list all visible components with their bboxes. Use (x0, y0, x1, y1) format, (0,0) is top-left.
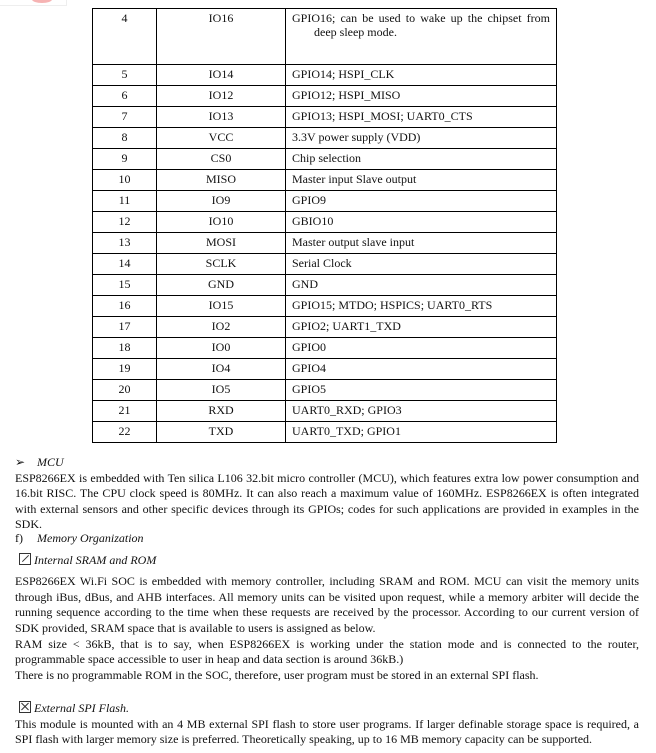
memory-section (15, 531, 639, 683)
pin-name-cell: CS0 (157, 149, 286, 170)
pin-function-cell: Serial Clock (286, 254, 557, 275)
pin-row (93, 380, 557, 401)
pin-function-cell (286, 9, 557, 65)
pin-function-cell: GPIO2; UART1_TXD (286, 317, 557, 338)
pin-number-cell: 20 (93, 380, 157, 401)
pin-name-cell: RXD (157, 401, 286, 422)
pin-number-cell: 19 (93, 359, 157, 380)
pin-number-cell: 12 (93, 212, 157, 233)
pin-row (93, 86, 557, 107)
pin-function-cell: GND (286, 275, 557, 296)
pin-row (93, 338, 557, 359)
pin-row (93, 9, 557, 65)
pin-row (93, 359, 557, 380)
memory-heading (15, 531, 639, 547)
pin-name-cell: IO14 (157, 65, 286, 86)
pin-row (93, 128, 557, 149)
pin-name-cell: IO9 (157, 191, 286, 212)
sram-heading-text: Internal SRAM and ROM (34, 552, 157, 567)
pin-function-cell: Master input Slave output (286, 170, 557, 191)
pin-function-text: GPIO16; can be used to wake up the chipset from (292, 11, 550, 25)
pin-number-cell: 6 (93, 86, 157, 107)
pin-name-cell: MOSI (157, 233, 286, 254)
pin-function-cell: GPIO4 (286, 359, 557, 380)
rom-text: There is no programmable ROM in the SOC, therefore, user program must be stored in an external SPI flash. (15, 667, 539, 682)
pin-function-cell: GBIO10 (286, 212, 557, 233)
pin-function-cell: GPIO0 (286, 338, 557, 359)
pin-row (93, 317, 557, 338)
sram-heading (15, 553, 639, 569)
section-marker: f) (15, 531, 23, 545)
pin-name-cell: IO0 (157, 338, 286, 359)
pin-function-cell: GPIO13; HSPI_MOSI; UART0_CTS (286, 107, 557, 128)
checkbox-crossed-icon (19, 701, 31, 713)
pin-name-cell: IO4 (157, 359, 286, 380)
pin-name-cell: VCC (157, 128, 286, 149)
pin-number-cell: 17 (93, 317, 157, 338)
pin-number-cell: 8 (93, 128, 157, 149)
pin-row (93, 275, 557, 296)
pin-number-cell: 22 (93, 422, 157, 443)
pin-number-cell: 10 (93, 170, 157, 191)
pin-row (93, 296, 557, 317)
pin-row (93, 65, 557, 86)
pin-name-cell: GND (157, 275, 286, 296)
pin-row (93, 107, 557, 128)
mcu-section (15, 455, 639, 533)
pin-row (93, 233, 557, 254)
pin-number-cell: 7 (93, 107, 157, 128)
pin-name-cell: IO13 (157, 107, 286, 128)
pin-function-cell: GPIO12; HSPI_MISO (286, 86, 557, 107)
pin-function-cell: GPIO5 (286, 380, 557, 401)
pin-number-cell: 11 (93, 191, 157, 212)
pin-function-cell: Master output slave input (286, 233, 557, 254)
pin-name-cell: IO2 (157, 317, 286, 338)
pin-row (93, 170, 557, 191)
spi-heading (15, 701, 639, 717)
pin-name-cell: IO12 (157, 86, 286, 107)
pin-function-cell: GPIO9 (286, 191, 557, 212)
pin-function-cell: 3.3V power supply (VDD) (286, 128, 557, 149)
arrow-bullet-icon: ➢ (15, 455, 26, 469)
pin-function-continuation: deep sleep mode. (314, 25, 397, 39)
pin-number-cell: 18 (93, 338, 157, 359)
mcu-body: ESP8266EX is embedded with Ten silica L106 32.bit micro controller (MCU), which features extra low power consumption and 16.bit RISC. The CPU clock speed is 80MHz. It can also reach a maximum value of 160MHz. ESP8266EX is often integrated with external sensors and other specific devices through its GPIOs; codes for such applications are provided in examples in the SDK. (15, 470, 639, 532)
pin-number-cell: 4 (93, 9, 157, 65)
ram-size-text: RAM size < 36kB, that is to say, when ESP8266EX is working under the station mode and is connected to the router, programmable space accessible to user in heap and data section is around 36kB.) (15, 636, 639, 667)
pin-number-cell: 5 (93, 65, 157, 86)
pin-table-body (93, 9, 557, 443)
spi-heading-text: External SPI Flash. (34, 701, 129, 715)
page-corner-fragment (0, 0, 67, 6)
pin-row (93, 212, 557, 233)
pin-name-cell: TXD (157, 422, 286, 443)
pin-function-cell: GPIO14; HSPI_CLK (286, 65, 557, 86)
pin-name-cell: IO16 (157, 9, 286, 65)
pin-row (93, 254, 557, 275)
checkbox-checked-icon (19, 553, 31, 565)
pin-number-cell: 9 (93, 149, 157, 170)
pin-number-cell: 21 (93, 401, 157, 422)
pin-name-cell: IO15 (157, 296, 286, 317)
pin-number-cell: 16 (93, 296, 157, 317)
spi-flash-section (15, 701, 639, 748)
memory-heading-text: Memory Organization (37, 531, 144, 545)
spi-body: This module is mounted with an 4 MB external SPI flash to store user programs. If larger definable storage space is required, a SPI flash with larger memory size is preferred. Theoretically speaking, up to 16 MB memory capacity can be supported. (15, 716, 639, 747)
pin-function-cell: UART0_TXD; GPIO1 (286, 422, 557, 443)
pin-number-cell: 13 (93, 233, 157, 254)
pin-row (93, 422, 557, 443)
pin-row (93, 401, 557, 422)
pin-name-cell: SCLK (157, 254, 286, 275)
mcu-heading (15, 455, 639, 471)
pin-name-cell: IO5 (157, 380, 286, 401)
pin-row (93, 149, 557, 170)
pin-name-cell: MISO (157, 170, 286, 191)
pin-name-cell: IO10 (157, 212, 286, 233)
pin-row (93, 191, 557, 212)
pin-definition-table (92, 8, 557, 443)
sram-body: ESP8266EX Wi.Fi SOC is embedded with memory controller, including SRAM and ROM. MCU can visit the memory units through iBus, dBus, and AHB interfaces. All memory units can be visited upon request, while a memory arbiter will decide the running sequence according to the time when these requests are received by the processor. According to our current version of SDK provided, SRAM space that is available to users is assigned as below. (15, 574, 639, 635)
pin-function-cell: Chip selection (286, 149, 557, 170)
pin-function-cell: GPIO15; MTDO; HSPICS; UART0_RTS (286, 296, 557, 317)
pin-number-cell: 14 (93, 254, 157, 275)
mcu-heading-text: MCU (37, 455, 64, 469)
pin-function-cell: UART0_RXD; GPIO3 (286, 401, 557, 422)
pin-number-cell: 15 (93, 275, 157, 296)
